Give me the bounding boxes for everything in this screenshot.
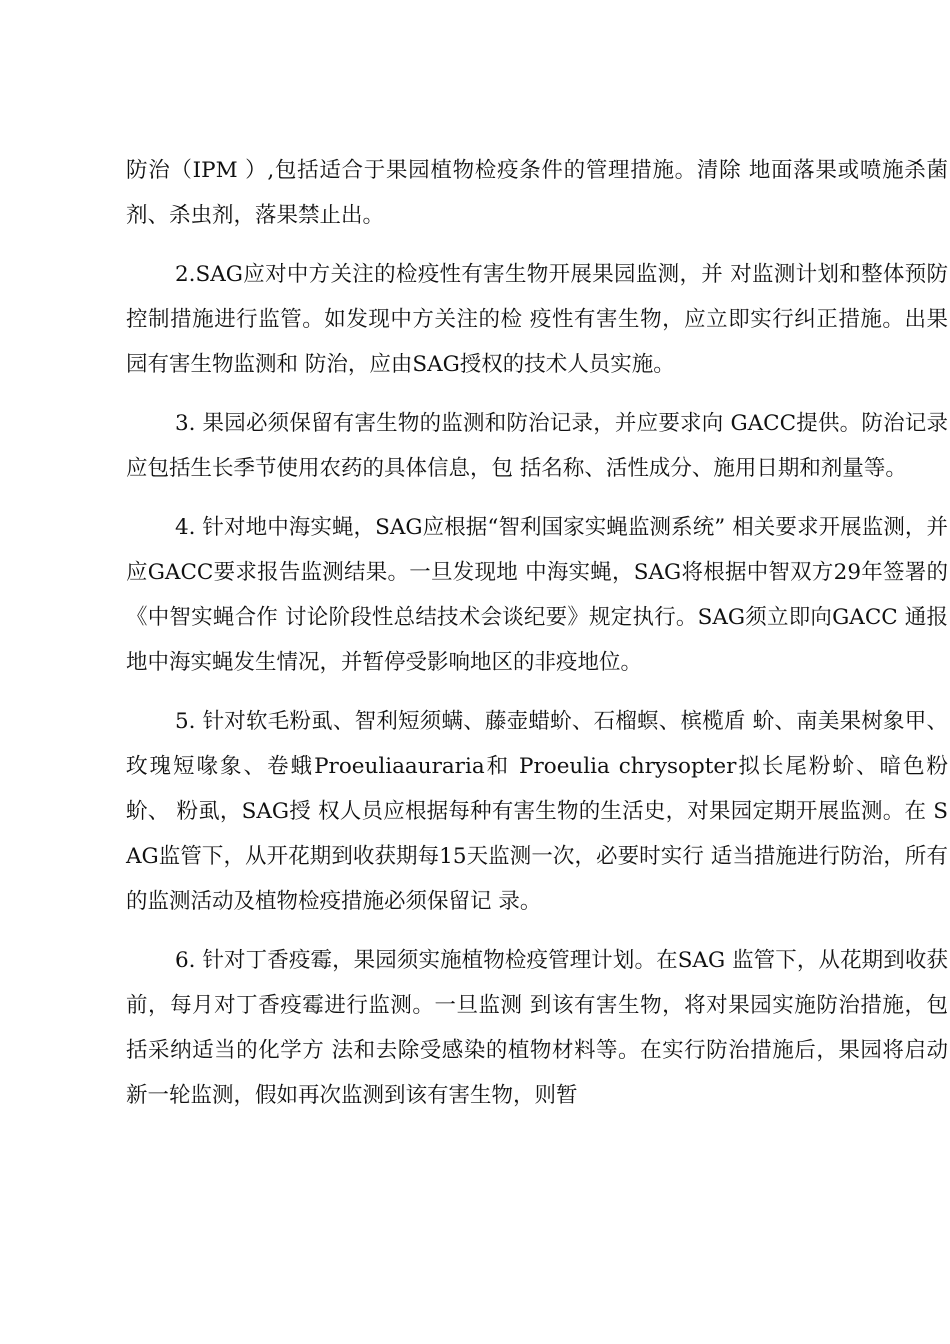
- document-body: [126, 148, 948, 1132]
- paragraph-ipm: 防治（IPM ）,包括适合于果园植物检疫条件的管理措施。清除 地面落果或喷施杀菌剂、杀虫剂，落果禁止出。: [126, 158, 948, 228]
- paragraph-item-2: 2.SAG应对中方关注的检疫性有害生物开展果园监测，并 对监测计划和整体预防控制措施进行监管。如发现中方关注的检 疫性有害生物，应立即实行纠正措施。出果园有害生物监测和 防治，应由SAG授权的技术人员实施。: [126, 262, 948, 377]
- paragraph-item-4: 4. 针对地中海实蝇，SAG应根据“智利国家实蝇监测系统” 相关要求开展监测，并应GACC要求报告监测结果。一旦发现地 中海实蝇，SAG将根据中智双方29年签署的《中智实蝇合作 讨论阶段性总结技术会谈纪要》规定执行。SAG须立即向GACC 通报地中海实蝇发生情况，并暂停受影响地区的非疫地位。: [126, 515, 948, 675]
- paragraph-item-5: 5. 针对软毛粉虱、智利短须螨、藤壶蜡蚧、石榴螟、槟榄盾 蚧、南美果树象甲、玫瑰短喙象、卷蛾Proeuliaauraria和 Proeulia chrysopter拟长尾粉蚧、暗色粉蚧、 粉虱，SAG授 权人员应根据每种有害生物的生活史，对果园定期开展监测。在 SAG监管下，从开花期到收获期每15天监测一次，必要时实行 适当措施进行防治，所有的监测活动及植物检疫措施必须保留记 录。: [126, 709, 948, 914]
- paragraph-item-3: 3. 果园必须保留有害生物的监测和防治记录，并应要求向 GACC提供。防治记录应包括生长季节使用农药的具体信息，包 括名称、活性成分、施用日期和剂量等。: [126, 411, 948, 481]
- paragraph-item-6: 6. 针对丁香疫霉，果园须实施植物检疫管理计划。在SAG 监管下，从花期到收获前，每月对丁香疫霉进行监测。一旦监测 到该有害生物，将对果园实施防治措施，包括采纳适当的化学方 法和去除受感染的植物材料等。在实行防治措施后，果园将启动 新一轮监测，假如再次监测到该有害生物，则暂: [126, 948, 948, 1108]
